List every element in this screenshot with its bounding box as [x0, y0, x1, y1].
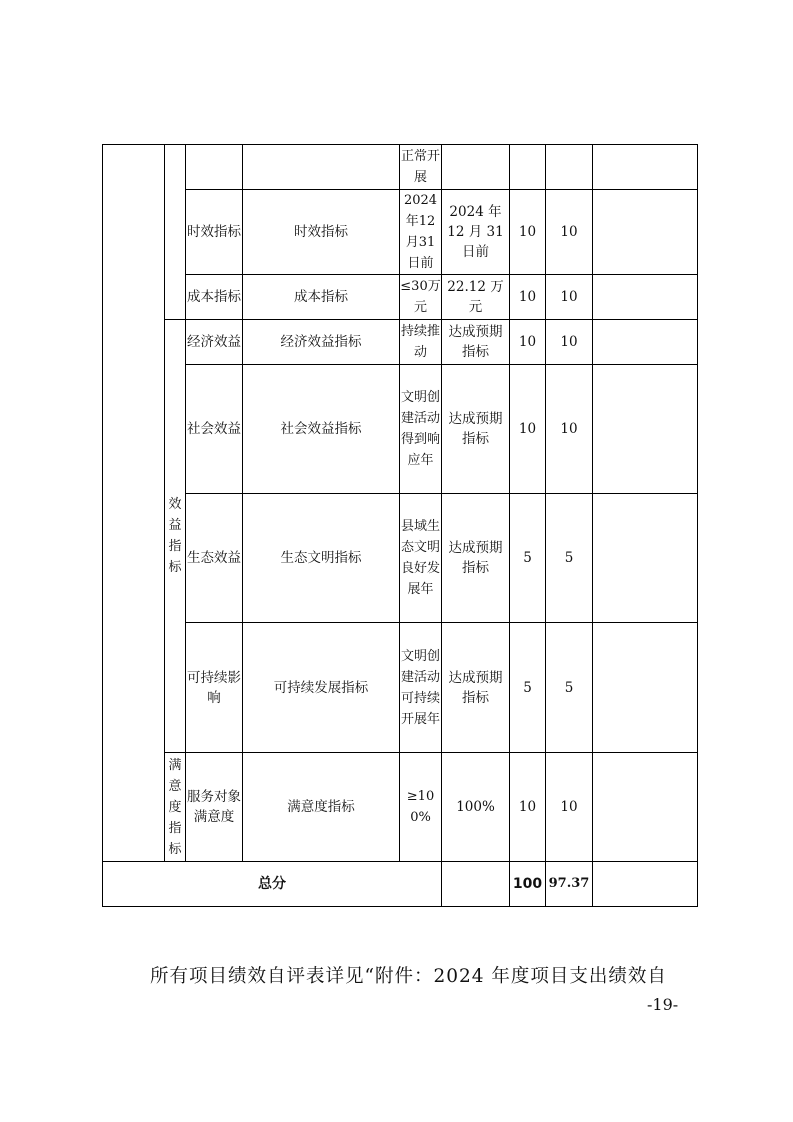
total-score: 97.37: [546, 862, 593, 907]
actual-value-cell: 100%: [442, 753, 510, 862]
actual-value-cell: 达成预期指标: [442, 365, 510, 494]
target-value-cell: 持续推动: [400, 320, 442, 365]
target-value-cell: 2024年12月31日前: [400, 190, 442, 275]
score-cell: 10: [546, 753, 593, 862]
score-cell: 5: [546, 494, 593, 623]
level2-indicator-cell: 满意度指标: [165, 753, 186, 862]
total-row: [103, 862, 698, 907]
score-cell: 10: [546, 190, 593, 275]
weight-cell: 10: [510, 275, 546, 320]
score-cell: 10: [546, 275, 593, 320]
score-cell: [546, 145, 593, 190]
weight-cell: 5: [510, 623, 546, 753]
indicator-name-cell: 生态文明指标: [243, 494, 400, 623]
weight-cell: [510, 145, 546, 190]
actual-value-cell: 达成预期指标: [442, 494, 510, 623]
level3-indicator-cell: 成本指标: [186, 275, 243, 320]
note-cell: [593, 145, 698, 190]
level3-indicator-cell: 社会效益: [186, 365, 243, 494]
actual-value-cell: [442, 145, 510, 190]
table-row: [103, 275, 698, 320]
note-cell: [593, 365, 698, 494]
level2-indicator-cell: [165, 145, 186, 320]
note-cell: [593, 275, 698, 320]
level2-indicator-cell: 效益指标: [165, 320, 186, 753]
actual-value-cell: 2024 年 12 月 31 日前: [442, 190, 510, 275]
note-cell: [593, 320, 698, 365]
level1-indicator-cell: [103, 145, 165, 862]
level3-indicator-cell: 生态效益: [186, 494, 243, 623]
note-cell: [593, 623, 698, 753]
note-cell: [593, 753, 698, 862]
weight-cell: 10: [510, 320, 546, 365]
score-cell: 5: [546, 623, 593, 753]
body-paragraph: 所有项目绩效自评表详见“附件：2024 年度项目支出绩效自: [150, 966, 667, 987]
actual-value-cell: 达成预期指标: [442, 623, 510, 753]
level3-indicator-cell: 可持续影响: [186, 623, 243, 753]
target-value-cell: 县域生态文明良好发展年: [400, 494, 442, 623]
weight-cell: 10: [510, 190, 546, 275]
indicator-name-cell: 经济效益指标: [243, 320, 400, 365]
indicator-name-cell: 社会效益指标: [243, 365, 400, 494]
weight-cell: 10: [510, 753, 546, 862]
table-row: [103, 145, 698, 190]
table-row: [103, 753, 698, 862]
note-cell: [593, 494, 698, 623]
indicator-name-cell: 满意度指标: [243, 753, 400, 862]
total-blank-cell: [442, 862, 510, 907]
performance-table: [102, 144, 698, 907]
total-weight: 100: [510, 862, 546, 907]
table-row: [103, 190, 698, 275]
target-value-cell: 正常开展: [400, 145, 442, 190]
table-row: [103, 494, 698, 623]
score-cell: 10: [546, 320, 593, 365]
target-value-cell: ≥100%: [400, 753, 442, 862]
actual-value-cell: 达成预期指标: [442, 320, 510, 365]
level3-indicator-cell: 时效指标: [186, 190, 243, 275]
indicator-name-cell: [243, 145, 400, 190]
indicator-name-cell: 时效指标: [243, 190, 400, 275]
level3-indicator-cell: 服务对象满意度: [186, 753, 243, 862]
total-label: 总分: [103, 862, 442, 907]
target-value-cell: 文明创建活动得到响应年: [400, 365, 442, 494]
total-note-cell: [593, 862, 698, 907]
level3-indicator-cell: [186, 145, 243, 190]
actual-value-cell: 22.12 万元: [442, 275, 510, 320]
weight-cell: 5: [510, 494, 546, 623]
target-value-cell: ≤30万元: [400, 275, 442, 320]
table-row: [103, 365, 698, 494]
indicator-name-cell: 成本指标: [243, 275, 400, 320]
score-cell: 10: [546, 365, 593, 494]
target-value-cell: 文明创建活动可持续开展年: [400, 623, 442, 753]
note-cell: [593, 190, 698, 275]
weight-cell: 10: [510, 365, 546, 494]
table-row: [103, 320, 698, 365]
indicator-name-cell: 可持续发展指标: [243, 623, 400, 753]
table-row: [103, 623, 698, 753]
level3-indicator-cell: 经济效益: [186, 320, 243, 365]
page-number: -19-: [647, 995, 679, 1014]
